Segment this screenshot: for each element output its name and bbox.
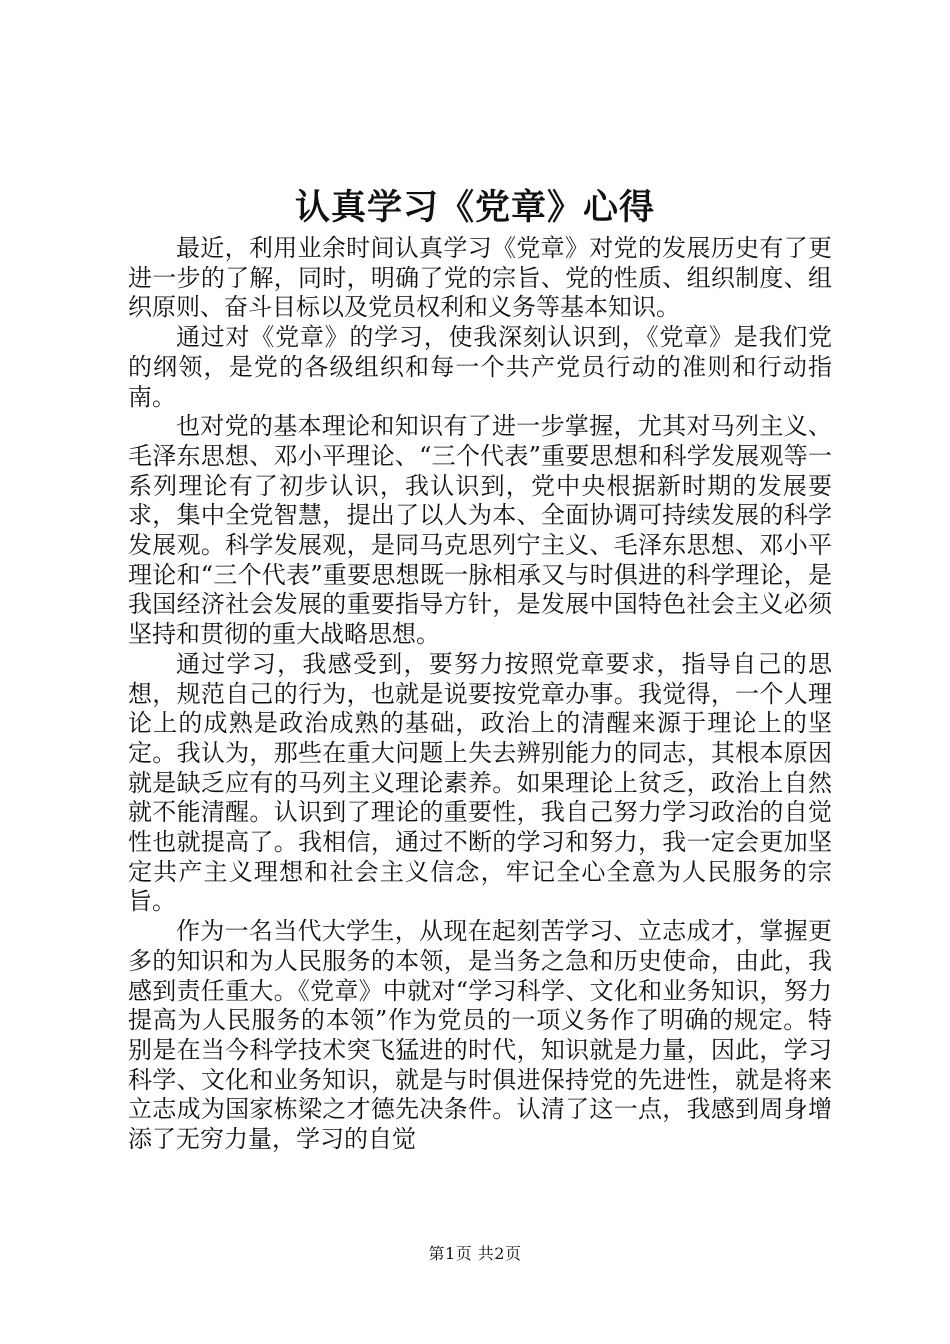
paragraph-5: 作为一名当代大学生，从现在起刻苦学习、立志成才，掌握更多的知识和为人民服务的本领，是当务之急和历史使命，由此，我感到责任重大。《党章》中就对“学习科学、文化和业务知识，努力提高为人民服务的本领”作为党员的一项义务作了明确的规定。特别是在当今科学技术突飞猛进的时代，知识就是力量，因此，学习科学、文化和业务知识，就是与时俱进保持党的先进性，就是将来立志成为国家栋梁之才德先决条件。认清了这一点，我感到周身增添了无穷力量，学习的自觉 bbox=[128, 917, 832, 1154]
paragraph-2: 通过对《党章》的学习，使我深刻认识到，《党章》是我们党的纲领，是党的各级组织和每一个共产党员行动的准则和行动指南。 bbox=[128, 323, 832, 411]
paragraph-4: 通过学习，我感受到，要努力按照党章要求，指导自己的思想，规范自己的行为，也就是说要按党章办事。我觉得，一个人理论上的成熟是政治成熟的基础，政治上的清醒来源于理论上的坚定。我认为，那些在重大问题上失去辨别能力的同志，其根本原因就是缺乏应有的马列主义理论素养。如果理论上贫乏，政治上自然就不能清醒。认识到了理论的重要性，我自己努力学习政治的自觉性也就提高了。我相信，通过不断的学习和努力，我一定会更加坚定共产主义理想和社会主义信念，牢记全心全意为人民服务的宗旨。 bbox=[128, 649, 832, 916]
paragraph-3: 也对党的基本理论和知识有了进一步掌握，尤其对马列主义、毛泽东思想、邓小平理论、“三个代表”重要思想和科学发展观等一系列理论有了初步认识，我认识到，党中央根据新时期的发展要求，集中全党智慧，提出了以人为本、全面协调可持续发展的科学发展观。科学发展观，是同马克思列宁主义、毛泽东思想、邓小平理论和“三个代表”重要思想既一脉相承又与时俱进的科学理论，是我国经济社会发展的重要指导方针，是发展中国特色社会主义必须坚持和贯彻的重大战略思想。 bbox=[128, 412, 832, 649]
paragraph-1: 最近，利用业余时间认真学习《党章》对党的发展历史有了更进一步的了解，同时，明确了党的宗旨、党的性质、组织制度、组织原则、奋斗目标以及党员权利和义务等基本知识。 bbox=[128, 234, 832, 322]
document-title: 认真学习《党章》心得 bbox=[294, 187, 655, 228]
document-body bbox=[128, 234, 832, 1155]
page-number-footer: 第1页 共2页 bbox=[428, 1244, 522, 1263]
